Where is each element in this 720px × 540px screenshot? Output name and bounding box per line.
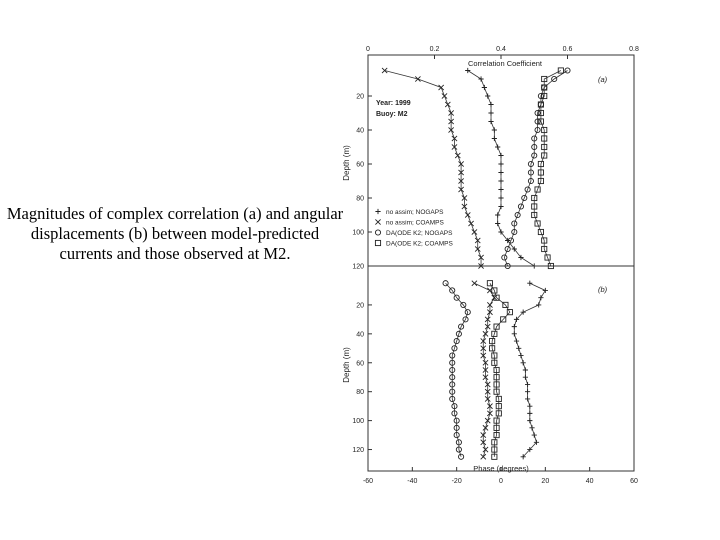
data-point <box>536 302 541 307</box>
legend-label: DA(ODE K2; COAMPS <box>386 240 453 248</box>
x-tick-label: 40 <box>585 478 594 485</box>
data-point <box>382 68 387 73</box>
data-point <box>483 331 488 336</box>
y-tick-label: 120 <box>352 263 364 271</box>
data-point <box>492 136 497 141</box>
y-tick-label: 20 <box>356 93 364 101</box>
data-point <box>527 418 532 423</box>
x-tick-label: 0.2 <box>429 46 440 53</box>
data-point <box>543 288 548 293</box>
annotation-buoy: Buoy: M2 <box>376 111 408 118</box>
data-point <box>468 221 473 226</box>
data-point <box>521 360 526 365</box>
data-point <box>529 425 534 430</box>
data-point <box>442 93 447 98</box>
panel-label: (b) <box>598 285 608 294</box>
data-point <box>465 68 470 73</box>
series-line <box>534 71 561 267</box>
figure-caption: Magnitudes of complex correlation (a) and angular displacements (b) between model-predicted currents and those observed at M2. <box>6 204 344 263</box>
legend-label: DA(ODE K2; NOGAPS <box>386 230 453 237</box>
y-tick-label: 40 <box>356 127 364 135</box>
y-tick-label: 80 <box>356 389 364 397</box>
y-tick-label: 120 <box>352 447 364 455</box>
data-point <box>439 85 444 90</box>
data-point <box>455 153 460 158</box>
x-tick-label: 0.6 <box>562 46 573 53</box>
data-point <box>495 221 500 226</box>
y-tick-label: 20 <box>356 302 364 310</box>
data-point <box>465 212 470 217</box>
data-point <box>514 338 519 343</box>
y-tick-label: 100 <box>352 229 364 237</box>
data-point <box>525 396 530 401</box>
annotation-year: Year: 1999 <box>376 100 411 107</box>
data-point <box>488 119 493 124</box>
data-point <box>527 411 532 416</box>
y-axis-label: Depth (m) <box>342 347 351 383</box>
series-line <box>468 71 535 267</box>
data-point <box>512 324 517 329</box>
legend-label: no assim; COAMPS <box>386 219 444 227</box>
data-point <box>482 85 487 90</box>
data-point <box>527 404 532 409</box>
y-axis-label: Depth (m) <box>342 145 351 181</box>
data-point <box>485 93 490 98</box>
panel-a <box>342 46 639 271</box>
x-tick-label: 60 <box>630 478 638 485</box>
data-point <box>525 382 530 387</box>
data-point <box>481 454 486 459</box>
data-point <box>488 102 493 107</box>
data-point <box>472 281 477 286</box>
data-point <box>498 153 503 158</box>
x-tick-label: 0.4 <box>496 46 506 53</box>
data-point <box>498 161 503 166</box>
data-point <box>516 346 521 351</box>
x-tick-label: -20 <box>451 478 462 485</box>
data-point <box>415 76 420 81</box>
x-tick-label: 0 <box>366 46 370 53</box>
panel-b <box>342 263 638 485</box>
legend-label: no assim; NOGAPS <box>386 209 444 216</box>
data-point <box>472 229 477 234</box>
y-tick-label: 60 <box>356 161 364 169</box>
x-tick-label: 0 <box>499 478 503 485</box>
data-point <box>518 353 523 358</box>
data-point <box>498 195 503 200</box>
panel-label: (a) <box>598 75 608 84</box>
x-tick-label: 0.8 <box>629 46 639 53</box>
x-axis-label: Correlation Coefficient <box>467 59 543 68</box>
x-tick-label: -60 <box>362 478 374 485</box>
legend-marker <box>375 209 380 214</box>
series-line <box>504 71 567 267</box>
data-point <box>523 367 528 372</box>
data-point <box>478 76 483 81</box>
legend-marker <box>375 219 380 224</box>
data-point <box>498 178 503 183</box>
data-point <box>488 110 493 115</box>
data-point <box>538 295 543 300</box>
legend-marker <box>375 240 380 245</box>
series-line <box>514 283 545 457</box>
data-point <box>512 331 517 336</box>
series-line <box>474 283 494 457</box>
data-point <box>492 127 497 132</box>
data-point <box>485 418 490 423</box>
data-point <box>483 425 488 430</box>
data-point <box>532 432 537 437</box>
data-point <box>523 375 528 380</box>
data-point <box>498 170 503 175</box>
data-point <box>483 447 488 452</box>
data-point <box>498 204 503 209</box>
data-point <box>445 102 450 107</box>
y-tick-label: 100 <box>352 418 364 426</box>
y-tick-label: 80 <box>356 195 364 203</box>
x-axis-label: Phase (degrees) <box>473 464 529 473</box>
data-point <box>525 389 530 394</box>
y-tick-label: 40 <box>356 331 364 339</box>
x-tick-label: 20 <box>541 478 550 485</box>
data-point <box>527 281 532 286</box>
x-tick-label: -40 <box>407 478 418 485</box>
y-tick-label: 60 <box>356 360 364 368</box>
data-point <box>495 144 500 149</box>
legend-marker <box>375 230 380 235</box>
data-point <box>498 187 503 192</box>
data-point <box>495 212 500 217</box>
panel-b-frame <box>368 266 634 471</box>
